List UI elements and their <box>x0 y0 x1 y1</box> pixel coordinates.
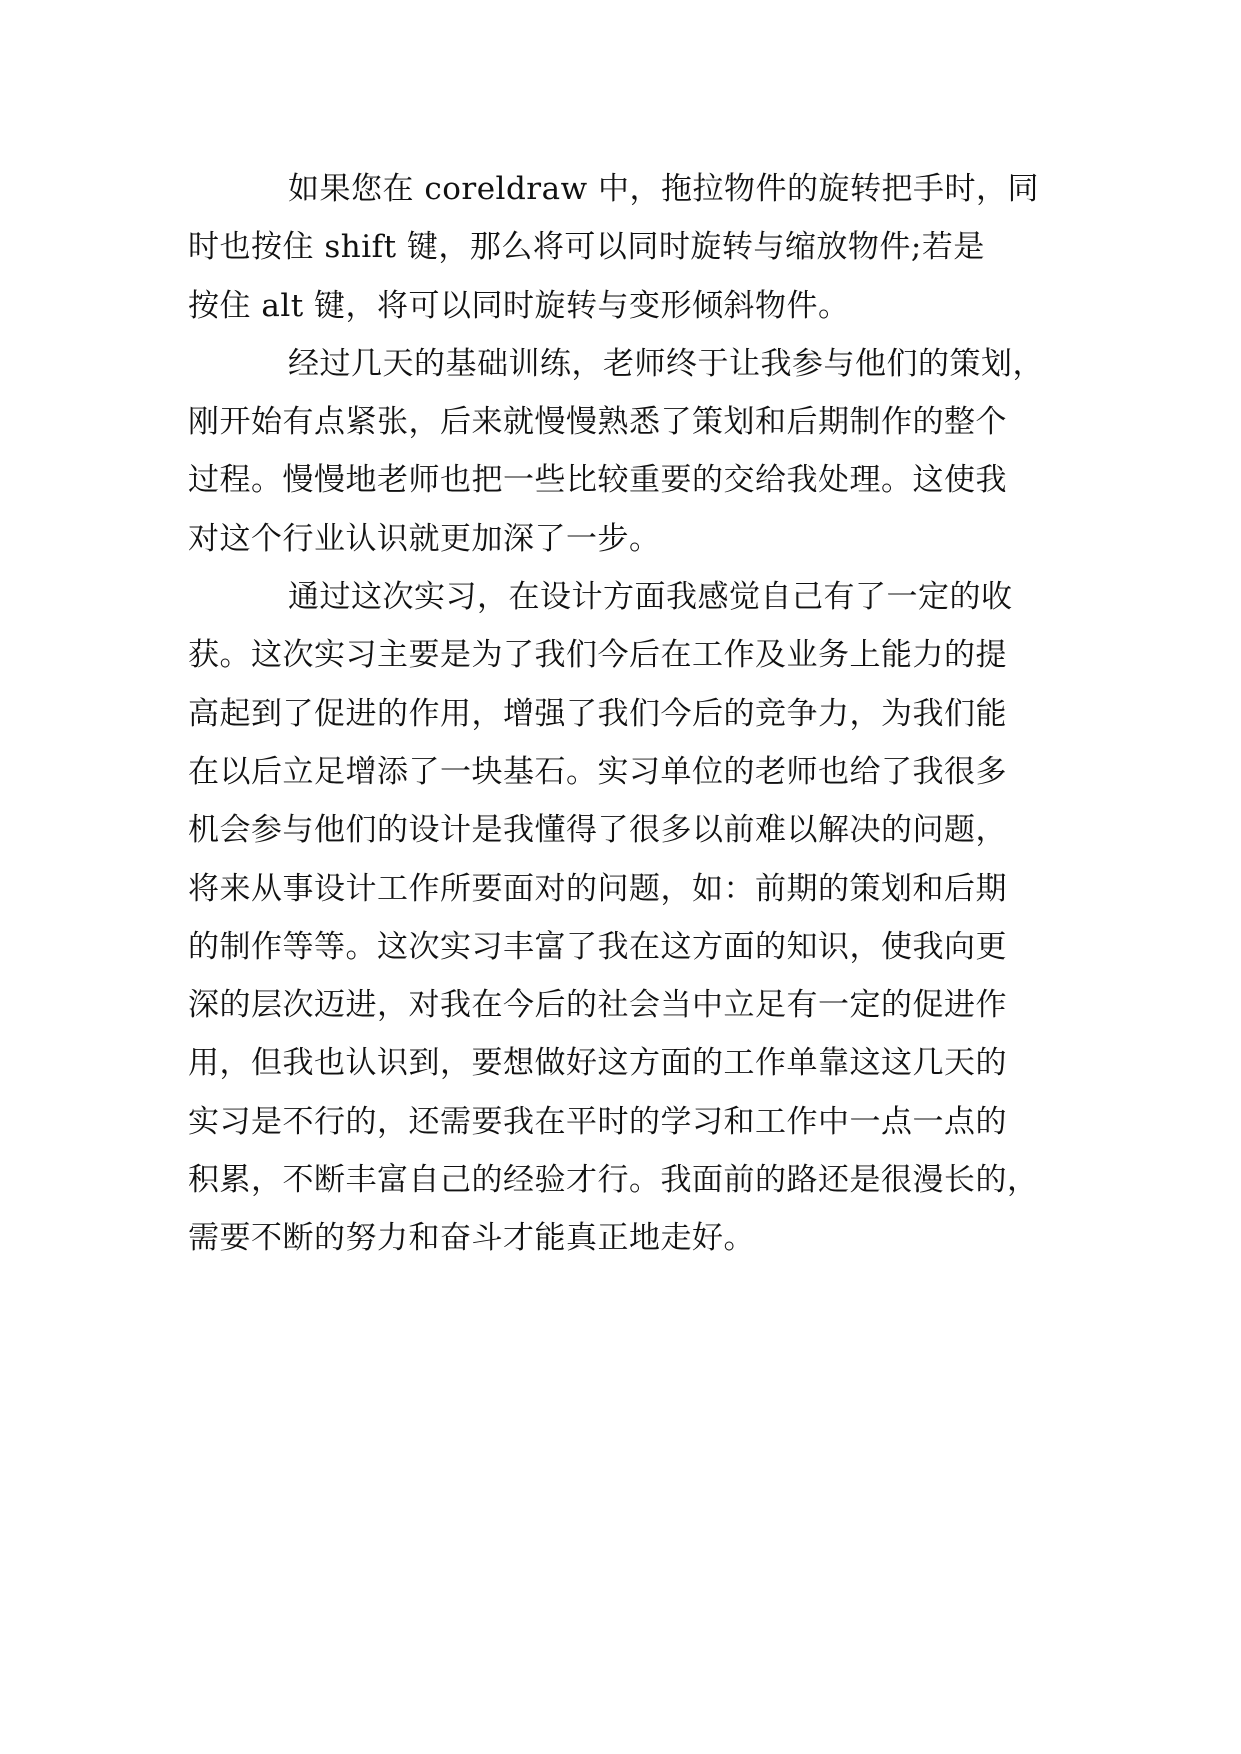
text-line: 刚开始有点紧张，后来就慢慢熟悉了策划和后期制作的整个 <box>188 404 1007 441</box>
text-line: 如果您在 coreldraw 中，拖拉物件的旋转把手时，同 <box>288 171 1039 207</box>
text-line: 将来从事设计工作所要面对的问题，如：前期的策划和后期 <box>188 870 1007 907</box>
text-line: 的制作等等。这次实习丰富了我在这方面的知识，使我向更 <box>188 928 1007 965</box>
paragraph-internship-summary <box>188 568 1068 1268</box>
paragraph-training <box>188 335 1068 568</box>
text-line: 积累，不断丰富自己的经验才行。我面前的路还是很漫长的， <box>188 1162 1039 1199</box>
text-line: 时也按住 shift 键，那么将可以同时旋转与缩放物件;若是 <box>188 229 985 266</box>
text-line: 用，但我也认识到，要想做好这方面的工作单靠这这几天的 <box>188 1045 1007 1082</box>
text-line: 经过几天的基础训练，老师终于让我参与他们的策划， <box>288 345 1044 382</box>
body-text <box>188 160 1068 1268</box>
text-line: 在以后立足增添了一块基石。实习单位的老师也给了我很多 <box>188 753 1007 790</box>
text-line: 需要不断的努力和奋斗才能真正地走好。 <box>188 1220 755 1257</box>
paragraph-coreldraw-tip <box>188 160 1068 335</box>
text-line: 深的层次迈进，对我在今后的社会当中立足有一定的促进作 <box>188 987 1007 1024</box>
text-line: 按住 alt 键，将可以同时旋转与变形倾斜物件。 <box>188 287 850 324</box>
text-line: 获。这次实习主要是为了我们今后在工作及业务上能力的提 <box>188 637 1007 674</box>
text-line: 高起到了促进的作用，增强了我们今后的竞争力，为我们能 <box>188 695 1007 732</box>
text-line: 实习是不行的，还需要我在平时的学习和工作中一点一点的 <box>188 1103 1007 1140</box>
text-line: 过程。慢慢地老师也把一些比较重要的交给我处理。这使我 <box>188 462 1007 499</box>
text-line: 机会参与他们的设计是我懂得了很多以前难以解决的问题， <box>188 812 1007 849</box>
text-line: 对这个行业认识就更加深了一步。 <box>188 520 661 557</box>
text-line: 通过这次实习，在设计方面我感觉自己有了一定的收 <box>288 579 1013 616</box>
